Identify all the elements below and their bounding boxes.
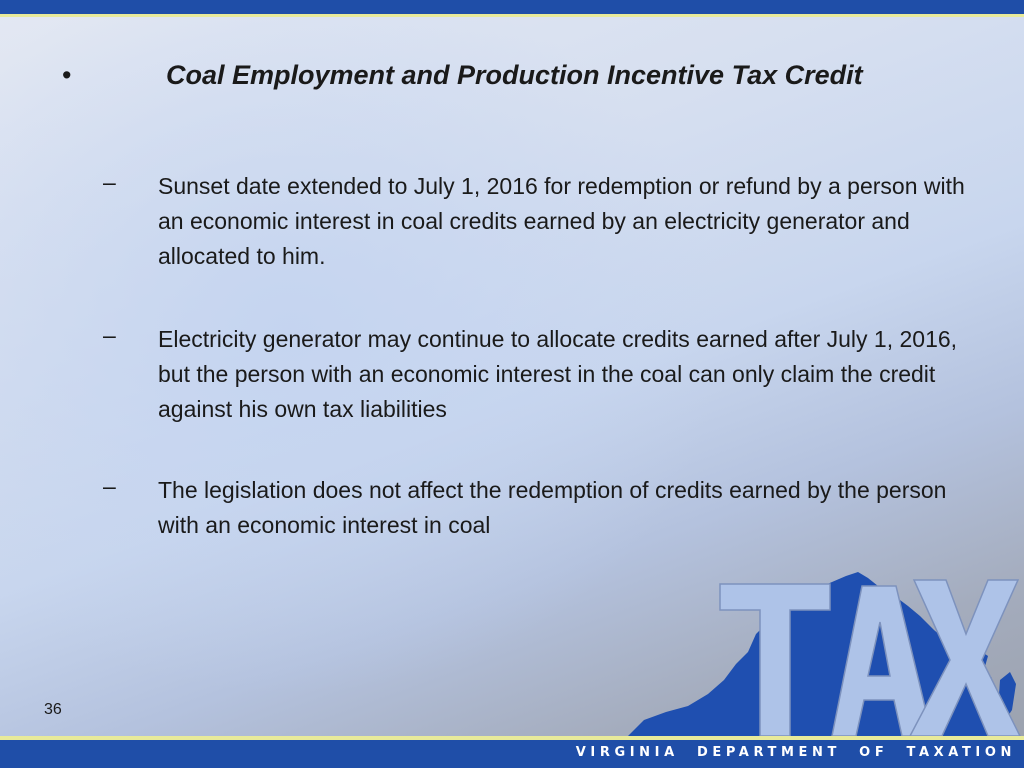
sub-bullet-text: Electricity generator may continue to allocate credits earned after July 1, 2016, but the person with an economic interest in the coal can only claim the credit against his own tax liabilities (158, 326, 958, 422)
title-bullet: • (62, 60, 72, 90)
sub-bullet-text: The legislation does not affect the redemption of credits earned by the person with an economic interest in coal (158, 477, 947, 538)
footer-bar (0, 740, 1024, 768)
dash-bullet: – (103, 473, 116, 499)
page-number: 36 (44, 701, 62, 718)
dash-bullet: – (103, 322, 116, 348)
slide-title: Coal Employment and Production Incentive Tax Credit (166, 60, 863, 90)
top-banner (0, 0, 1024, 17)
dash-bullet: – (103, 169, 116, 195)
sub-bullet-text: Sunset date extended to July 1, 2016 for redemption or refund by a person with an economic interest in coal credits earned by an electricity generator and allocated to him. (158, 173, 965, 269)
department-name: VIRGINIA DEPARTMENT OF TAXATION (575, 745, 1016, 760)
virginia-tax-logo (596, 560, 1024, 738)
